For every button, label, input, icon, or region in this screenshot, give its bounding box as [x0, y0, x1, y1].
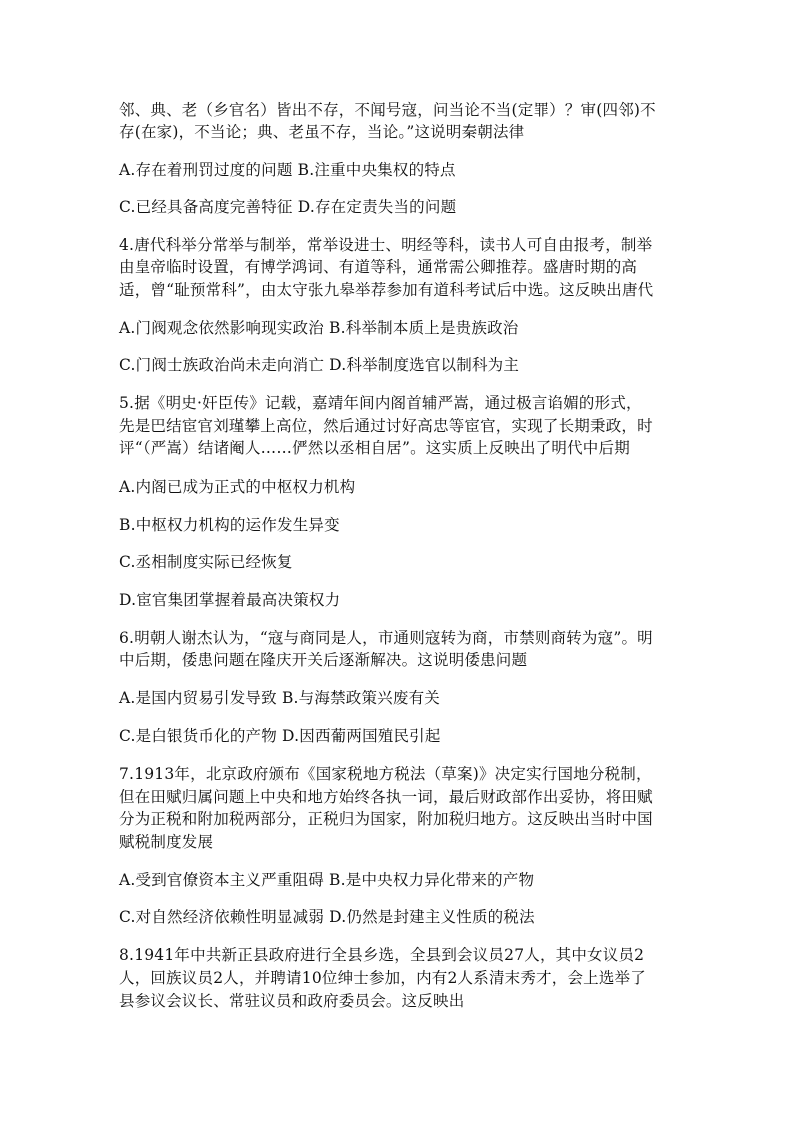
q4-stem-line-1: 4.唐代科举分常举与制举，常举设进士、明经等科，读书人可自由报考，制举: [119, 236, 653, 254]
q8-stem-line-3: 县参议会议长、常驻议员和政府委员会。这反映出: [119, 992, 465, 1010]
q5-stem-line-1: 5.据《明史·奸臣传》记载，嘉靖年间内阁首辅严嵩，通过极言谄媚的形式，: [119, 394, 642, 412]
q6-stem-line-2: 中后期，倭患问题在隆庆开关后逐渐解决。这说明倭患问题: [119, 651, 528, 669]
q6-options-ab: A.是国内贸易引发导致 B.与海禁政策兴废有关: [119, 689, 440, 707]
q7-stem-line-4: 赋税制度发展: [119, 833, 214, 851]
q7-options-cd: C.对自然经济依赖性明显减弱 D.仍然是封建主义性质的税法: [119, 908, 535, 926]
q3-stem-line-1: 邻、典、老（乡官名）皆出不存，不闻号寇，问当论不当(定罪）？审(四邻)不: [119, 101, 656, 119]
q7-stem-line-3: 分为正税和附加税两部分，正税归为国家，附加税归地方。这反映出当时中国: [119, 810, 653, 828]
q3-stem-line-2: 存(在家)，不当论；典、老虽不存，当论。”这说明秦朝法律: [119, 123, 525, 141]
q3-options-cd: C.已经具备高度完善特征 D.存在定责失当的问题: [119, 198, 457, 216]
q7-options-ab: A.受到官僚资本主义严重阻碍 B.是中央权力异化带来的产物: [119, 871, 535, 889]
q6-stem-line-1: 6.明朝人谢杰认为，“寇与商同是人，市通则寇转为商，市禁则商转为寇”。明: [119, 629, 653, 647]
q4-options-cd: C.门阀士族政治尚未走向消亡 D.科举制度选官以制科为主: [119, 356, 520, 374]
q8-stem-line-2: 人，回族议员2人，并聘请10位绅士参加，内有2人系清末秀才，会上选举了: [119, 969, 646, 987]
q5-option-b: B.中枢权力机构的运作发生异变: [119, 516, 340, 534]
q5-option-a: A.内阁已成为正式的中枢权力机构: [119, 478, 356, 496]
q5-option-d: D.宦官集团掌握着最高决策权力: [119, 591, 341, 609]
q5-stem-line-3: 评“（严嵩）结诸阉人……俨然以丞相自居”。这实质上反映出了明代中后期: [119, 439, 630, 457]
q7-stem-line-2: 但在田赋归属问题上中央和地方始终各执一词，最后财政部作出妥协，将田赋: [119, 788, 653, 806]
q7-stem-line-1: 7.1913年，北京政府颁布《国家税地方税法（草案)》决定实行国地分税制，: [119, 765, 652, 783]
q3-options-ab: A.存在着刑罚过度的问题 B.注重中央集权的特点: [119, 161, 456, 179]
q4-stem-line-3: 适，曾“耻预常科”，由太守张九皋举荐参加有道科考试后中选。这反映出唐代: [119, 281, 654, 299]
q6-options-cd: C.是白银货币化的产物 D.因西葡两国殖民引起: [119, 727, 441, 745]
q5-option-c: C.丞相制度实际已经恢复: [119, 553, 293, 571]
q8-stem-line-1: 8.1941年中共新正县政府进行全县乡选，全县到会议员27人，其中女议员2: [119, 946, 645, 964]
q4-options-ab: A.门阀观念依然影响现实政治 B.科举制本质上是贵族政治: [119, 319, 519, 337]
q4-stem-line-2: 由皇帝临时设置，有博学鸿词、有道等科，通常需公卿推荐。盛唐时期的高: [119, 258, 638, 276]
q5-stem-line-2: 先是巴结宦官刘瑾攀上高位，然后通过讨好高忠等宦官，实现了长期秉政，时: [119, 417, 653, 435]
